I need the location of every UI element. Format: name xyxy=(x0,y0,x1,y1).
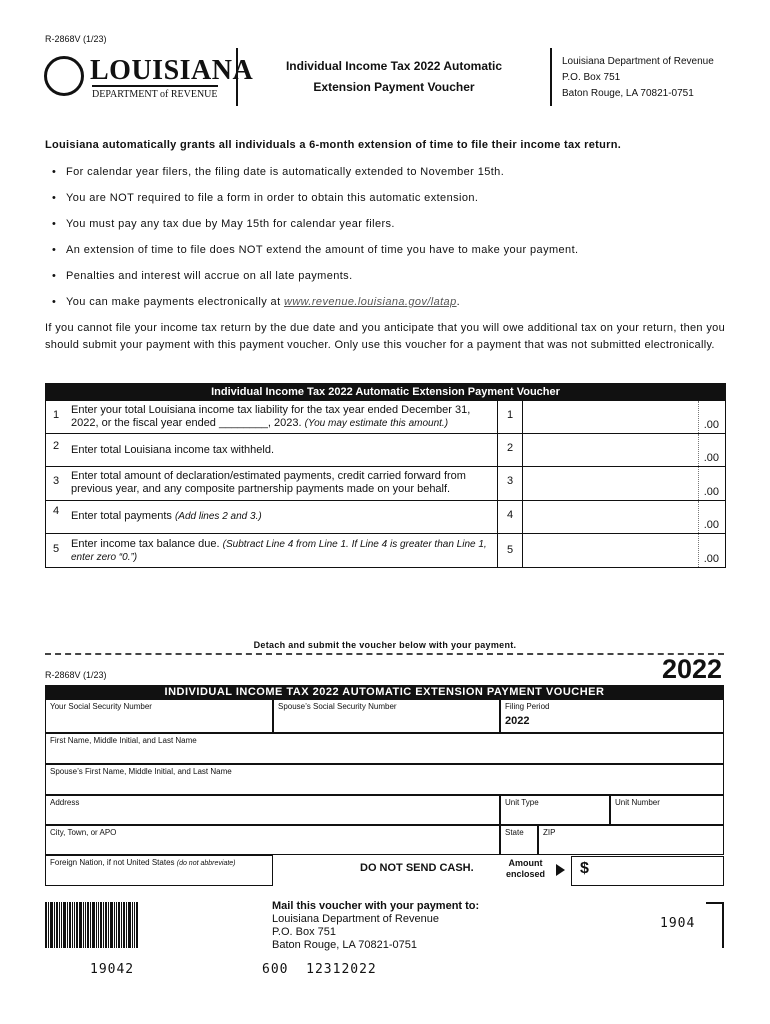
name-label: First Name, Middle Initial, and Last Name xyxy=(50,736,197,745)
detach-instruction: Detach and submit the voucher below with your payment. xyxy=(253,640,517,650)
latap-link[interactable]: www.revenue.louisiana.gov/latap xyxy=(283,296,457,308)
title-line-2: Extension Payment Voucher xyxy=(313,80,475,94)
line-box-number: 3 xyxy=(497,467,523,500)
line-number: 5 xyxy=(52,543,60,555)
state-label: State xyxy=(505,828,524,837)
voucher-title: INDIVIDUAL INCOME TAX 2022 AUTOMATIC EXTENSION PAYMENT VOUCHER xyxy=(45,685,724,699)
detach-dashed-line xyxy=(45,653,724,655)
logo-subtitle: DEPARTMENT of REVENUE xyxy=(92,85,218,100)
worksheet-table xyxy=(45,383,726,568)
address-line-1: Louisiana Department of Revenue xyxy=(562,56,714,67)
registration-corner-mark xyxy=(706,902,724,948)
mail-line-3: Baton Rouge, LA 70821-0751 xyxy=(272,939,417,951)
line-box-number: 5 xyxy=(497,534,523,567)
bullet-item: • An extension of time to file does NOT extend the amount of time you have to make your payment. xyxy=(52,244,579,256)
unit-number-field[interactable] xyxy=(610,795,724,825)
logo-wordmark: LOUISIANA xyxy=(90,55,254,86)
foreign-nation-label: Foreign Nation, if not United States xyxy=(50,858,175,867)
amount-field[interactable]: .00 xyxy=(703,486,719,498)
mail-line-1: Louisiana Department of Revenue xyxy=(272,913,439,925)
capitol-seal-icon xyxy=(44,56,84,96)
title-line-1: Individual Income Tax 2022 Automatic xyxy=(285,59,503,73)
bullet-item: • You are NOT required to file a form in order to obtain this automatic extension. xyxy=(52,192,479,204)
tax-year: 2022 xyxy=(662,654,723,684)
filing-period-value: 2022 xyxy=(505,715,530,727)
mail-line-2: P.O. Box 751 xyxy=(272,926,337,938)
amount-field[interactable]: .00 xyxy=(703,452,719,464)
lead-statement: Louisiana automatically grants all individuals a 6-month extension of time to file their income tax return. xyxy=(45,139,622,151)
cents-separator xyxy=(698,534,699,567)
form-title xyxy=(236,48,552,106)
bullet-list xyxy=(52,162,579,318)
name-field[interactable] xyxy=(45,733,724,764)
scan-line-mid: 600 12312022 xyxy=(262,962,377,977)
spouse-name-label: Spouse’s First Name, Middle Initial, and Last Name xyxy=(50,767,232,776)
foreign-nation-note: (do not abbreviate) xyxy=(176,860,236,867)
filing-period-label: Filing Period xyxy=(505,702,550,711)
foreign-nation-field[interactable] xyxy=(45,855,273,886)
amount-enclosed-field[interactable]: $ xyxy=(571,856,724,886)
arrow-right-icon xyxy=(556,864,565,876)
address-label: Address xyxy=(50,798,80,807)
unit-type-field[interactable] xyxy=(500,795,610,825)
line-box-number: 4 xyxy=(497,501,523,533)
unit-number-label: Unit Number xyxy=(615,798,660,807)
voucher-form-number: R-2868V (1/23) xyxy=(45,670,107,680)
bullet-item: • Penalties and interest will accrue on all late payments. xyxy=(52,270,353,282)
spouse-ssn-label: Spouse’s Social Security Number xyxy=(278,702,397,711)
city-field[interactable] xyxy=(45,825,500,855)
ldr-logo xyxy=(44,49,254,106)
mailing-address xyxy=(272,900,479,952)
line-number: 1 xyxy=(52,409,60,421)
table-row xyxy=(46,400,725,433)
ssn-label: Your Social Security Number xyxy=(50,702,152,711)
spouse-name-field[interactable] xyxy=(45,764,724,795)
table-row xyxy=(46,533,725,567)
line-label: Enter total amount of declaration/estimated payments, credit carried forward from previous year, and any composite partnership payments made on your behalf. xyxy=(71,470,466,495)
unit-type-label: Unit Type xyxy=(505,798,539,807)
barcode xyxy=(45,902,167,948)
table-row xyxy=(46,433,725,466)
no-cash-warning: DO NOT SEND CASH. xyxy=(360,862,474,874)
amount-field[interactable]: .00 xyxy=(703,419,719,431)
form-code: 1904 xyxy=(660,916,696,931)
table-row xyxy=(46,500,725,533)
instructions-paragraph: If you cannot file your income tax return by the due date and you anticipate that you will owe additional tax on your return, then you should submit your payment with this payment voucher. Only use this voucher for a payment that was not submitted electronically. xyxy=(45,322,725,351)
cents-separator xyxy=(698,401,699,433)
zip-field[interactable] xyxy=(538,825,724,855)
line-label: Enter total Louisiana income tax withheld. xyxy=(71,444,275,456)
form-number: R-2868V (1/23) xyxy=(45,34,107,44)
amount-enclosed-label: Amount enclosed xyxy=(506,858,546,879)
scan-line-left: 19042 xyxy=(90,962,135,977)
address-line-3: Baton Rouge, LA 70821-0751 xyxy=(562,88,694,99)
ssn-field[interactable] xyxy=(45,699,273,733)
line-box-number: 1 xyxy=(497,401,523,433)
address-field[interactable] xyxy=(45,795,500,825)
cents-separator xyxy=(698,434,699,466)
line-box-number: 2 xyxy=(497,434,523,466)
amount-field[interactable]: .00 xyxy=(703,519,719,531)
line-number: 4 xyxy=(52,505,60,517)
zip-label: ZIP xyxy=(543,828,556,837)
line-number: 3 xyxy=(52,475,60,487)
city-label: City, Town, or APO xyxy=(50,828,117,837)
line-label: Enter your total Louisiana income tax liability for the tax year ended December 31, 2022, or the fiscal year ended ________, 2023. (You may estimate this amount.) xyxy=(71,404,471,429)
header-address xyxy=(562,54,714,102)
address-line-2: P.O. Box 751 xyxy=(562,72,621,83)
state-field[interactable] xyxy=(500,825,538,855)
bullet-item: • You must pay any tax due by May 15th for calendar year filers. xyxy=(52,218,395,230)
bullet-item: • For calendar year filers, the filing date is automatically extended to November 15th. xyxy=(52,166,505,178)
spouse-ssn-field[interactable] xyxy=(273,699,500,733)
filing-period-field[interactable] xyxy=(500,699,724,733)
table-row xyxy=(46,466,725,500)
cents-separator xyxy=(698,467,699,500)
amount-field[interactable]: .00 xyxy=(703,553,719,565)
cents-separator xyxy=(698,501,699,533)
line-number: 2 xyxy=(52,440,60,452)
line-label: Enter income tax balance due. (Subtract Line 4 from Line 1. If Line 4 is greater than Line 1, enter zero “0.”) xyxy=(71,538,487,563)
mail-heading: Mail this voucher with your payment to: xyxy=(272,900,480,912)
line-label: Enter total payments (Add lines 2 and 3.) xyxy=(71,510,262,522)
bullet-item: • You can make payments electronically at www.revenue.louisiana.gov/latap. xyxy=(52,296,461,308)
worksheet-title: Individual Income Tax 2022 Automatic Extension Payment Voucher xyxy=(46,384,725,400)
